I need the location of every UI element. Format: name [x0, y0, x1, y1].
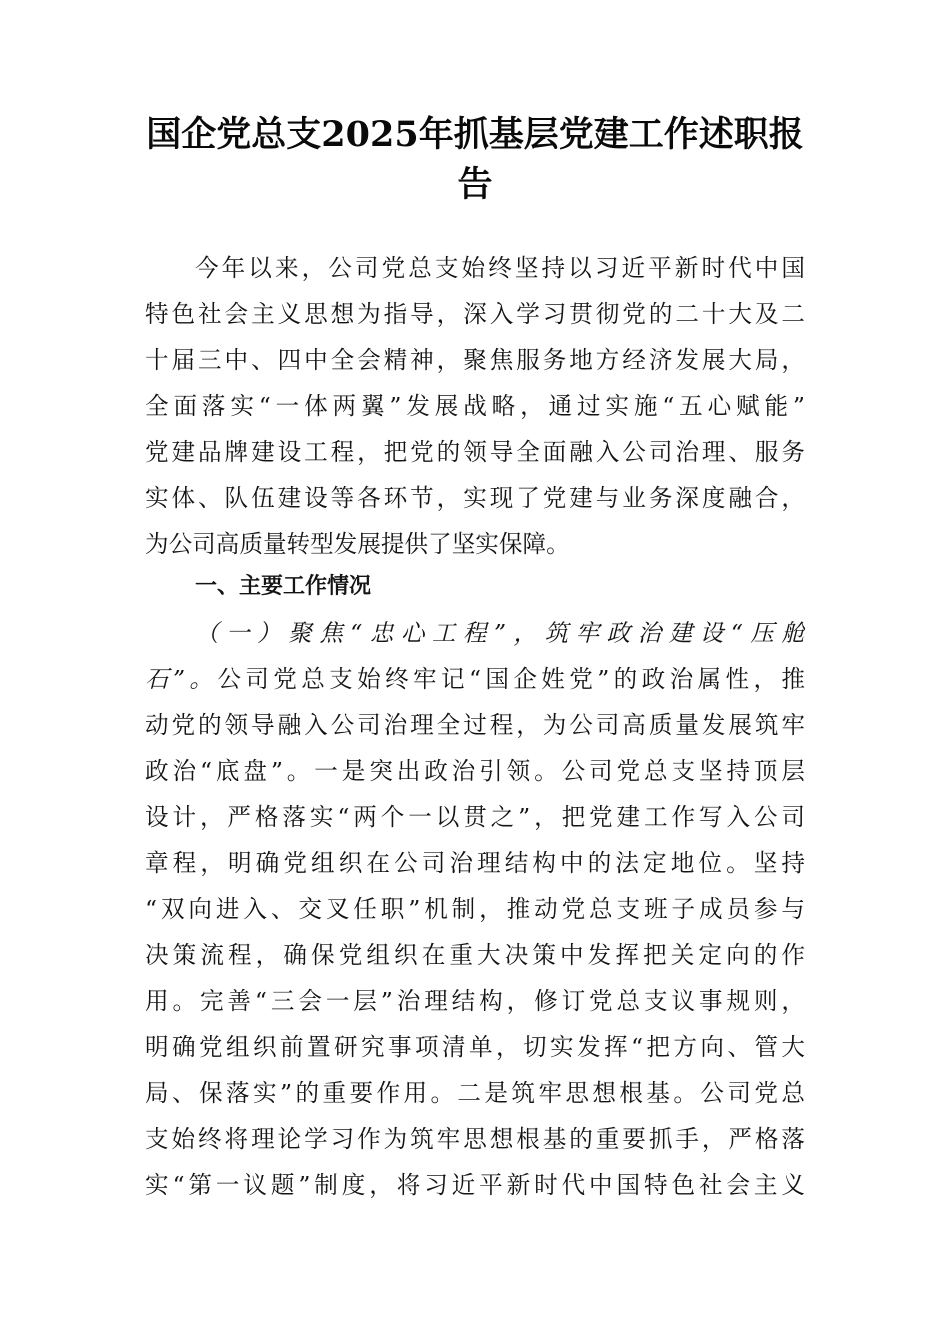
body-line-1 [145, 656, 805, 702]
intro-line-6: 实体、队伍建设等各环节，实现了党建与业务深度融合， [145, 484, 805, 512]
intro-line-5: 党建品牌建设工程，把党的领导全面融入公司治理、服务 [145, 438, 805, 466]
section-heading-1: 一、主要工作情况 [195, 574, 372, 599]
body-line-3: 政治“底盘”。一是突出政治引领。公司党总支坚持顶层 [145, 757, 805, 785]
body-line-9: 明确党组织前置研究事项清单，切实发挥“把方向、管大 [145, 1033, 805, 1061]
document-title [145, 110, 805, 210]
body-line-7: 决策流程，确保党组织在重大决策中发挥把关定向的作 [145, 941, 805, 969]
intro-line-3: 十届三中、四中全会精神，聚焦服务地方经济发展大局， [145, 346, 805, 374]
intro-line-4: 全面落实“一体两翼”发展战略，通过实施“五心赋能” [145, 392, 805, 420]
title-line-1: 国企党总支2025年抓基层党建工作述职报 [146, 114, 804, 155]
body-line-4: 设计，严格落实“两个一以贯之”，把党建工作写入公司 [145, 803, 805, 831]
intro-line-2: 特色社会主义思想为指导，深入学习贯彻党的二十大及二 [145, 300, 805, 328]
subsection-heading-1-end: 石”。 [145, 665, 218, 693]
body-line-11: 支始终将理论学习作为筑牢思想根基的重要抓手，严格落 [145, 1125, 805, 1153]
body-line-2: 动党的领导融入公司治理全过程，为公司高质量发展筑牢 [145, 711, 805, 739]
body-line-12: 实“第一议题”制度，将习近平新时代中国特色社会主义 [145, 1171, 805, 1199]
body-line-6: “双向进入、交叉任职”机制，推动党总支班子成员参与 [145, 895, 805, 923]
title-line-2: 告 [457, 164, 493, 205]
intro-line-7: 为公司高质量转型发展提供了坚实保障。 [145, 530, 570, 558]
subsection-heading-1: （一）聚焦“忠心工程”，筑牢政治建设“压舱 [195, 619, 805, 647]
intro-line-1: 今年以来，公司党总支始终坚持以习近平新时代中国 [195, 254, 805, 282]
body-line-1-text: 公司党总支始终牢记“国企姓党”的政治属性，推 [217, 665, 805, 693]
body-line-10: 局、保落实”的重要作用。二是筑牢思想根基。公司党总 [145, 1079, 805, 1107]
body-line-5: 章程，明确党组织在公司治理结构中的法定地位。坚持 [145, 849, 805, 877]
body-line-8: 用。完善“三会一层”治理结构，修订党总支议事规则， [145, 987, 805, 1015]
